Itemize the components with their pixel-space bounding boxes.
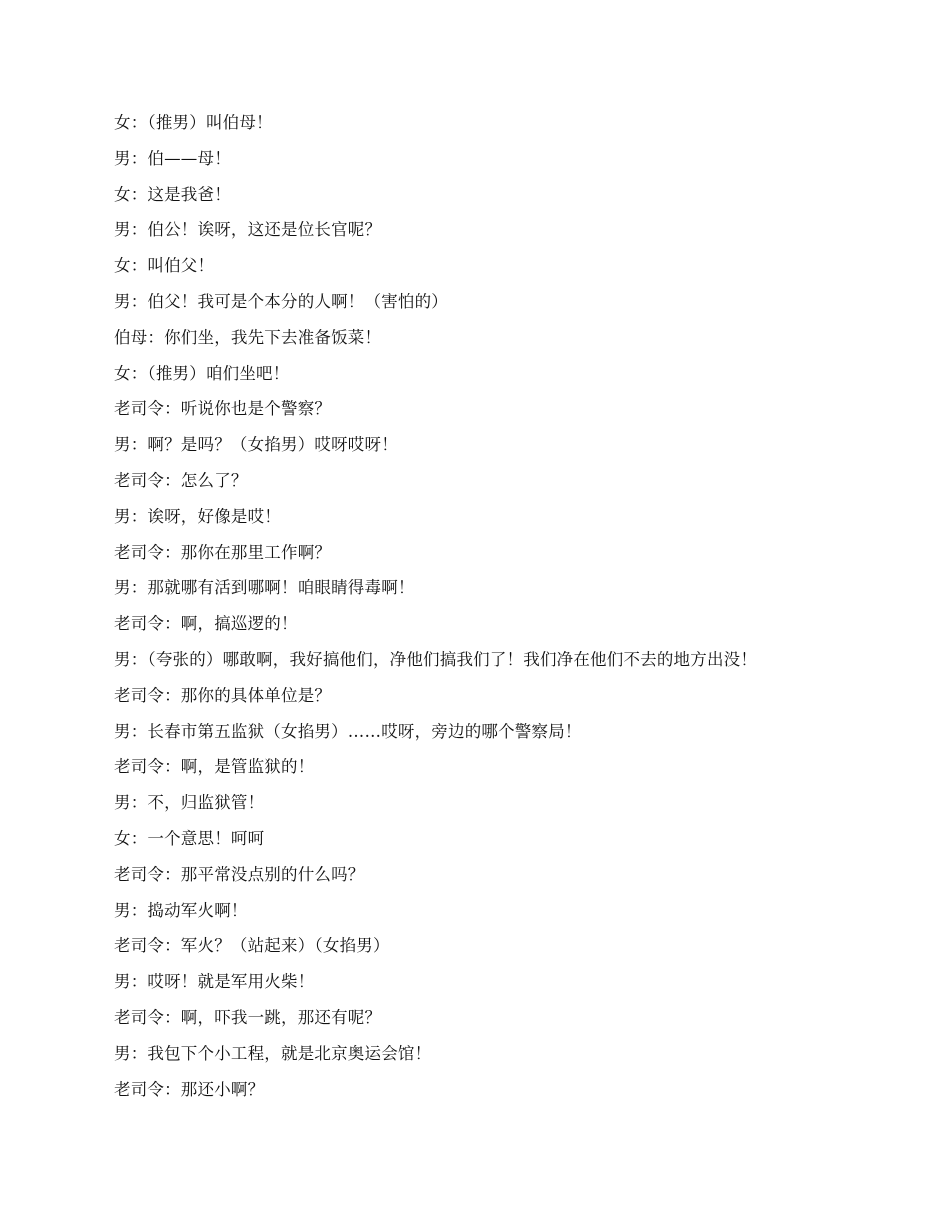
- dialogue-line: 老司令：听说你也是个警察？: [114, 399, 332, 419]
- dialogue-line: 女：（推男）咱们坐吧！: [114, 363, 290, 383]
- dialogue-line: 男：啊？是吗？（女掐男）哎呀哎呀！: [114, 435, 398, 455]
- dialogue-line: 男：长春市第五监狱（女掐男）……哎呀，旁边的哪个警察局！: [114, 721, 582, 741]
- dialogue-line: 男：伯父！我可是个本分的人啊！（害怕的）: [114, 291, 448, 311]
- dialogue-line: 女：一个意思！呵呵: [114, 828, 265, 848]
- dialogue-line: 男：哎呀！就是军用火柴！: [114, 972, 315, 992]
- dialogue-list: [114, 111, 914, 1113]
- dialogue-line: 男：诶呀，好像是哎！: [114, 506, 281, 526]
- dialogue-line: 女：（推男）叫伯母！: [114, 113, 273, 132]
- dialogue-line: 伯母：你们坐，我先下去准备饭菜！: [114, 327, 382, 347]
- dialogue-line: 男：我包下个小工程，就是北京奥运会馆！: [114, 1043, 432, 1063]
- dialogue-line: 男：伯——母！: [114, 148, 231, 168]
- dialogue-line: 男：那就哪有活到哪啊！咱眼睛得毒啊！: [114, 578, 415, 598]
- dialogue-line: 女：叫伯父！: [114, 256, 215, 276]
- dialogue-line: 老司令：啊，吓我一跳，那还有呢？: [114, 1007, 382, 1027]
- dialogue-line: 老司令：那还小啊？: [114, 1079, 265, 1099]
- dialogue-line: 老司令：啊，是管监狱的！: [114, 757, 315, 777]
- dialogue-line: 男：捣动军火啊！: [114, 900, 248, 920]
- dialogue-line: 男：（夸张的）哪敢啊，我好搞他们，净他们搞我们了！我们净在他们不去的地方出没！: [114, 649, 758, 669]
- dialogue-line: 女：这是我爸！: [114, 184, 231, 204]
- dialogue-line: 老司令：那平常没点别的什么吗？: [114, 864, 365, 884]
- dialogue-line: 男：伯公！诶呀，这还是位长官呢？: [114, 220, 382, 240]
- dialogue-line: 老司令：啊，搞巡逻的！: [114, 614, 298, 634]
- dialogue-line: 老司令：那你在那里工作啊？: [114, 542, 332, 562]
- dialogue-line: 老司令：怎么了？: [114, 470, 248, 490]
- dialogue-line: 男：不，归监狱管！: [114, 793, 265, 813]
- dialogue-line: 老司令：军火？（站起来）（女掐男）: [114, 936, 390, 956]
- dialogue-line: 老司令：那你的具体单位是？: [114, 685, 332, 705]
